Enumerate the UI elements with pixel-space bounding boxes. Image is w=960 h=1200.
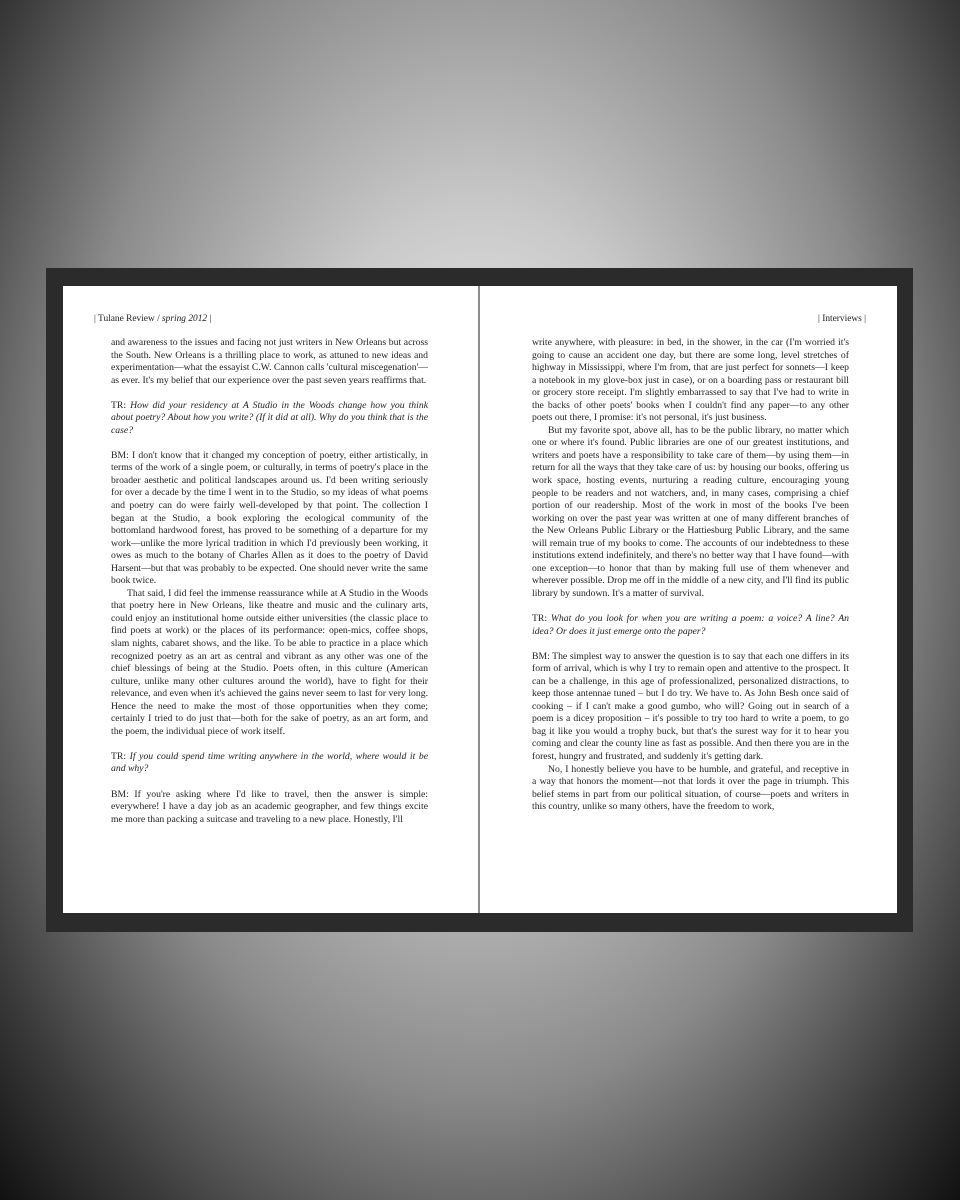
paragraph: write anywhere, with pleasure: in bed, in the shower, in the car (I'm worried it's going to cause an accident one day, but there are some long, level stretches of highway in Mississippi, where I'm from, that are just perfect for sonnets—I keep a notebook in my glove-box just in case), or on a boarding pass or restaurant bill or grocery store receipt. I'm slightly embarrassed to say that I've had to write in the backs of other poets' books when I couldn't find any paper—to any other poets out there, I promise: it's not personal, it's just business. — [532, 337, 849, 424]
paragraph: No, I honestly believe you have to be humble, and grateful, and receptive in a way that honors the moment—not that lords it over the page in triumph. This belief stems in part from our political situation, of course—poets and writers in this country, unlike so many others, have the freedom to work, — [532, 763, 849, 813]
interview-question — [111, 400, 428, 438]
paragraph: BM: I don't know that it changed my conception of poetry, either artistically, in terms of the work of a single poem, or culturally, in terms of poetry's place in the broader aesthetic and political landscapes around us. I'd been writing seriously for over a decade by the time I went in to the Studio, so my ideas of what poems and poetry can do were fairly well-developed by that point. The collection I began at the Studio, a book exploring the ecological community of the bottomland hardwood forest, has proved to be something of a departure for my work—unlike the more lyrical tradition in which I'd previously been working, it owes as much to the botany of Charles Allen as it does to the poetry of David Harsent—but that was probably to be expected. One should never write the same book twice. — [111, 449, 428, 587]
question-text: If you could spend time writing anywhere in the world, where would it be and why? — [111, 750, 429, 775]
left-running-header — [94, 313, 428, 325]
paragraph: BM: If you're asking where I'd like to travel, then the answer is simple: everywhere! I have a day job as an academic geographer, and few things excite me more than packing a suitcase and traveling to a new place. Honestly, I'll — [111, 788, 428, 825]
interview-question — [532, 613, 849, 638]
left-page — [63, 286, 478, 913]
right-running-header: | Interviews | — [817, 314, 866, 324]
header-bar: | — [207, 314, 212, 324]
question-text: How did your residency at A Studio in the Woods change how you think about poetry? About how you write? (If it did at all). Why do you think that is the case? — [111, 399, 428, 436]
speaker-label: TR: — [111, 399, 131, 411]
paragraph: That said, I did feel the immense reassurance while at A Studio in the Woods that poetry here in New Orleans, like theatre and music and the culinary arts, could enjoy an institutional home outside either universities (the classic place to find poets at work) or the places of its performance: open-mics, coffee shops, slam nights, cabaret shows, and the like. To be able to practice in a place which recognized poetry as an art as central and vibrant as any other was one of the chief blessings of being at the Studio. Poets often, in this culture (American culture, unlike many other cultures around the world), have to fight for their relevance, and even when it's achieved the gains never seem to last for very long. Hence the need to make the most of those opportunities when they come; certainly I tried to do just that—both for the sake of poetry, as an art form, and the poem, the individual piece of work itself. — [111, 587, 428, 737]
paragraph: BM: The simplest way to answer the question is to say that each one differs in its form of arrival, which is why I try to remain open and attentive to the prospect. It can be a challenge, in this age of professionalized, personalized distractions, to keep those antennae tuned – but I do try. We have to. As John Besh once said of cooking – if I can't make a good gumbo, who will? Going out in search of a poem is a dicey proposition – it's possible to try too hard to write a poem, to go bag it like you would a trophy buck, but that's the surest way for it to hear you coming and clear the county line as fast as possible. And then there you are in the forest, hungry and frustrated, and suddenly it's getting dark. — [532, 650, 849, 762]
speaker-label: TR: — [111, 750, 130, 762]
question-text: What do you look for when you are writing a poem: a voice? A line? An idea? Or does it just emerge onto the paper? — [532, 612, 849, 637]
paragraph: and awareness to the issues and facing not just writers in New Orleans but across the South. New Orleans is a thrilling place to work, as attuned to new ideas and experimentation—what the essayist C.W. Cannon calls 'cultural miscegenation'—as ever. It's my belief that our experience over the past seven years reaffirms that. — [111, 337, 428, 386]
interview-question — [111, 751, 428, 776]
left-text-column — [111, 337, 428, 826]
right-page — [480, 286, 897, 913]
right-text-column — [532, 337, 849, 814]
speaker-label: TR: — [532, 612, 551, 624]
header-journal: | Tulane Review / — [94, 314, 163, 324]
header-issue: spring 2012 — [162, 314, 208, 324]
paragraph: But my favorite spot, above all, has to be the public library, no matter which one or where it's found. Public libraries are one of our greatest institutions, and writers and poets have a responsibility to take care of them—by using them—in return for all the ways that they take care of us: by housing our books, offering us work space, hosting events, nurturing a reading culture, encouraging young people to be readers and not watchers, and, in many cases, comprising a chief portion of our readership. Most of the work in most of the books I've been working on over the past year was written at one of many different branches of the New Orleans Public Library or the Hattiesburg Public Library, and the same will remain true of my books to come. The accounts of our indebtedness to these institutions extend indefinitely, and there's no better way that I have found—with one exception—to honor that than by making full use of them whenever and wherever possible. Drop me off in the middle of a new city, and I'll find its public library by sundown. It's a matter of survival. — [532, 424, 849, 599]
